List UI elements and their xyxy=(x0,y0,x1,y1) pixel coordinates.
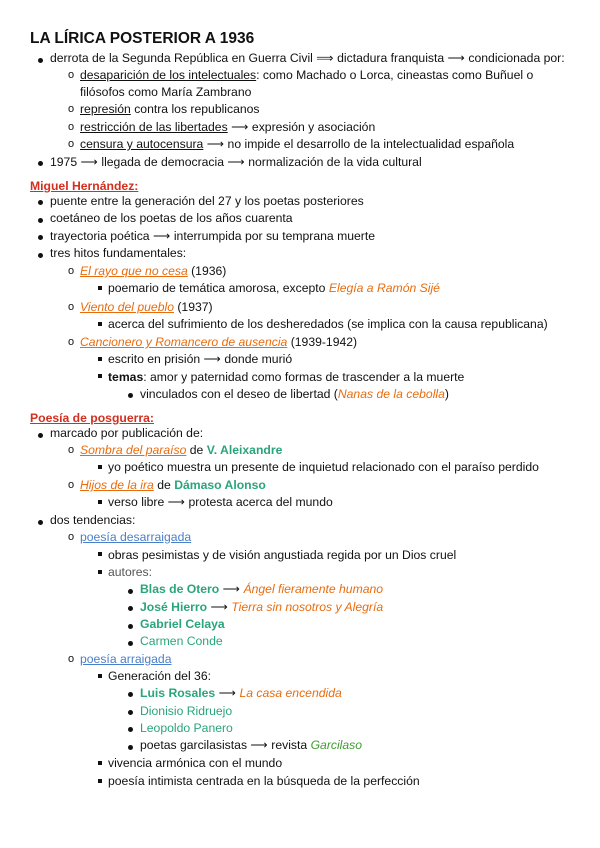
miguel-work-3-note-1: escrito en prisión ⟶ donde murió xyxy=(108,352,293,366)
bullet-square xyxy=(98,465,102,469)
posguerra-point-1: marcado por publicación de: xyxy=(50,426,204,440)
bullet-square xyxy=(98,779,102,783)
work-year: (1939-1942) xyxy=(287,335,358,349)
miguel-work-3 xyxy=(80,335,357,349)
intro-sub-1 xyxy=(80,68,533,82)
bullet-square xyxy=(98,761,102,765)
bullet-dot xyxy=(38,253,43,258)
arrow: ⟶ xyxy=(207,600,232,614)
arrow: ⟶ xyxy=(215,686,240,700)
tendency-2-note-1: vivencia armónica con el mundo xyxy=(108,756,283,770)
work-title: Cancionero y Romancero de ausencia xyxy=(80,335,288,349)
bullet-dot xyxy=(38,433,43,438)
bullet-dot xyxy=(38,161,43,166)
intro-sub-3-rest: ⟶ expresión y asociación xyxy=(227,120,376,134)
bullet-square xyxy=(98,500,102,504)
work-year: (1937) xyxy=(173,300,213,314)
intro-sub-2-rest: contra los republicanos xyxy=(130,102,260,116)
author-name: V. Aleixandre xyxy=(206,443,283,457)
bullet-square xyxy=(98,357,102,361)
miguel-point-1: puente entre la generación del 27 y los poetas posteriores xyxy=(50,194,364,208)
author-name: Blas de Otero xyxy=(140,582,220,596)
note-work: Elegía a Ramón Sijé xyxy=(328,281,440,295)
tendency-1-authors-label: autores: xyxy=(108,565,153,579)
posguerra-pub-1 xyxy=(80,443,282,457)
miguel-point-3: trayectoria poética ⟶ interrumpida por su temprana muerte xyxy=(50,229,376,243)
work-title: Ángel fieramente humano xyxy=(243,582,384,596)
bullet-square xyxy=(98,552,102,556)
author-item: Carmen Conde xyxy=(140,634,223,648)
author-item: Dionisio Ridruejo xyxy=(140,704,233,718)
miguel-work-3-note-3 xyxy=(140,387,449,401)
intro-sub-4-key: censura y autocensura xyxy=(80,137,204,151)
bullet-circle: o xyxy=(68,531,75,543)
bullet-dot xyxy=(38,200,43,205)
note-keyword: temas xyxy=(108,370,144,384)
bullet-circle: o xyxy=(68,301,75,313)
miguel-work-2-note: acerca del sufrimiento de los desheredados (se implica con la causa republicana) xyxy=(108,317,548,331)
bullet-dot xyxy=(128,692,133,697)
bullet-circle: o xyxy=(68,444,75,456)
miguel-work-1 xyxy=(80,264,226,278)
bullet-square xyxy=(98,570,102,574)
miguel-work-1-note xyxy=(108,281,440,295)
work-title: El rayo que no cesa xyxy=(80,264,188,278)
author-name: Luis Rosales xyxy=(140,686,216,700)
connector: de xyxy=(153,478,175,492)
author-item: Gabriel Celaya xyxy=(140,617,225,631)
miguel-point-2: coetáneo de los poetas de los años cuarenta xyxy=(50,211,293,225)
bullet-dot xyxy=(128,745,133,750)
bullet-square xyxy=(98,322,102,326)
work-title: Viento del pueblo xyxy=(80,300,174,314)
bullet-dot xyxy=(128,393,133,398)
connector: de xyxy=(186,443,207,457)
page-title: LA LÍRICA POSTERIOR A 1936 xyxy=(30,30,255,47)
miguel-point-4: tres hitos fundamentales: xyxy=(50,246,187,260)
bullet-circle: o xyxy=(68,479,75,491)
work-title: Tierra sin nosotros y Alegría xyxy=(231,600,384,614)
intro-sub-3-key: restricción de las libertades xyxy=(80,120,228,134)
bullet-dot xyxy=(128,641,133,646)
arrow: ⟶ xyxy=(219,582,244,596)
posguerra-pub-1-note: yo poético muestra un presente de inquietud relacionado con el paraíso perdido xyxy=(108,460,539,474)
bullet-circle: o xyxy=(68,336,75,348)
bullet-dot xyxy=(38,218,43,223)
tendency-2-link[interactable]: poesía arraigada xyxy=(80,652,172,666)
author-item xyxy=(140,738,362,752)
work-title: Hijos de la ira xyxy=(80,478,154,492)
posguerra-pub-2 xyxy=(80,478,266,492)
author-item xyxy=(140,600,383,614)
author-item xyxy=(140,582,383,596)
bullet-square xyxy=(98,286,102,290)
bullet-dot xyxy=(38,58,43,63)
author-name: José Hierro xyxy=(140,600,208,614)
bullet-circle: o xyxy=(68,265,75,277)
bullet-dot xyxy=(128,710,133,715)
bullet-circle: o xyxy=(68,138,75,150)
intro-sub-3 xyxy=(80,120,375,134)
posguerra-point-2: dos tendencias: xyxy=(50,513,136,527)
bullet-dot xyxy=(128,624,133,629)
note-text: : amor y paternidad como formas de trascender a la muerte xyxy=(143,370,465,384)
work-year: (1936) xyxy=(187,264,227,278)
intro-sub-1-key: desaparición de los intelectuales xyxy=(80,68,257,82)
bullet-square xyxy=(98,674,102,678)
bullet-dot xyxy=(128,606,133,611)
posguerra-pub-2-note: verso libre ⟶ protesta acerca del mundo xyxy=(108,495,333,509)
intro-sub-1-rest: : como Machado o Lorca, cineastas como Buñuel o xyxy=(256,68,534,82)
note-work: Nanas de la cebolla xyxy=(337,387,445,401)
bullet-dot xyxy=(38,235,43,240)
bullet-dot xyxy=(38,520,43,525)
section-heading-posguerra: Poesía de posguerra: xyxy=(30,411,154,425)
intro-sub-2 xyxy=(80,102,260,116)
note-text: poemario de temática amorosa, excepto xyxy=(108,281,329,295)
tendency-1-link[interactable]: poesía desarraigada xyxy=(80,530,192,544)
note-text: poetas garcilasistas ⟶ revista xyxy=(140,738,311,752)
intro-sub-1-line2: filósofos como María Zambrano xyxy=(80,85,252,99)
miguel-work-3-note-2 xyxy=(108,370,464,384)
bullet-circle: o xyxy=(68,121,75,133)
bullet-circle: o xyxy=(68,69,75,81)
tendency-2-generation: Generación del 36: xyxy=(108,669,211,683)
note-close: ) xyxy=(444,387,449,401)
bullet-square xyxy=(98,374,102,378)
note-text: vinculados con el deseo de libertad ( xyxy=(140,387,338,401)
intro-sub-4-rest: ⟶ no impide el desarrollo de la intelectualidad española xyxy=(203,137,515,151)
bullet-dot xyxy=(128,727,133,732)
section-heading-miguel: Miguel Hernández: xyxy=(30,179,139,193)
bullet-circle: o xyxy=(68,103,75,115)
tendency-1-note: obras pesimistas y de visión angustiada regida por un Dios cruel xyxy=(108,548,457,562)
author-item xyxy=(140,686,342,700)
intro-point-1: derrota de la Segunda República en Guerra Civil ⟹ dictadura franquista ⟶ condicionada por: xyxy=(50,51,565,65)
magazine-title: Garcilaso xyxy=(310,738,363,752)
work-title: La casa encendida xyxy=(239,686,342,700)
intro-point-2: 1975 ⟶ llegada de democracia ⟶ normalización de la vida cultural xyxy=(50,155,422,169)
bullet-circle: o xyxy=(68,653,75,665)
author-name: Dámaso Alonso xyxy=(174,478,266,492)
bullet-dot xyxy=(128,589,133,594)
work-title: Sombra del paraíso xyxy=(80,443,187,457)
tendency-2-note-2: poesía intimista centrada en la búsqueda de la perfección xyxy=(108,774,420,788)
intro-sub-2-key: represión xyxy=(80,102,131,116)
miguel-work-2 xyxy=(80,300,213,314)
author-item: Leopoldo Panero xyxy=(140,721,233,735)
intro-sub-4 xyxy=(80,137,514,151)
